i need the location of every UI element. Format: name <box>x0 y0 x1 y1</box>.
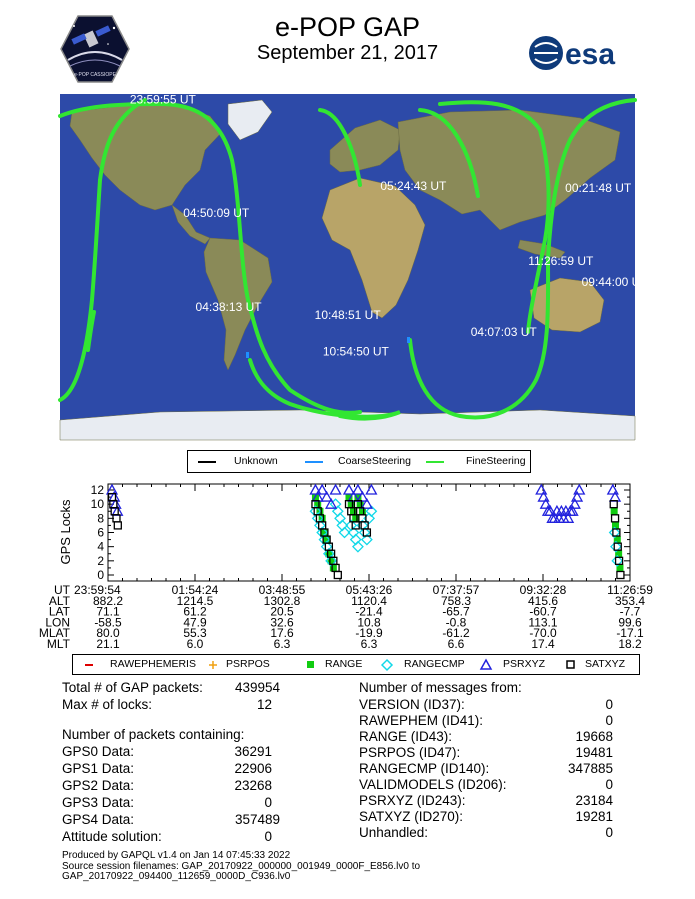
x-tick-label: 758.3 <box>440 593 472 608</box>
track-legend <box>187 450 531 473</box>
rangecmp-marker-icon <box>382 660 392 670</box>
messages-heading: Number of messages from: <box>359 680 522 695</box>
legend-label-rawephemeris: RAWEPHEMERIS <box>110 658 196 670</box>
x-tick-label: 80.0 <box>96 626 120 641</box>
x-tick-label: 09:32:28 <box>519 583 567 597</box>
rawephem-value: 0 <box>605 713 613 728</box>
x-tick-label: 71.1 <box>96 604 120 619</box>
unhandled-label: Unhandled: <box>359 825 429 840</box>
unhandled-value: 0 <box>605 825 613 840</box>
coarse-segment <box>246 352 249 358</box>
x-tick-label: 20.5 <box>270 604 294 619</box>
range-label: RANGE (ID43): <box>359 729 453 744</box>
x-tick-label: 99.6 <box>618 615 642 630</box>
legend-line-coarse <box>305 461 323 463</box>
track-label: 04:38:13 UT <box>195 300 262 315</box>
track-label: 04:50:09 UT <box>183 206 250 221</box>
x-row-label: UT <box>54 583 70 597</box>
x-row-label: MLT <box>46 637 70 651</box>
rangecmp-value: 347885 <box>567 761 613 776</box>
x-tick-label: 18.2 <box>618 637 642 651</box>
x-tick-label: 6.6 <box>447 637 465 651</box>
range-value: 19668 <box>575 729 613 744</box>
gps3-value: 0 <box>264 795 272 810</box>
footer-source-2: GAP_20170922_094400_112659_0000D_C936.lv0 <box>62 871 291 882</box>
rawephem-label: RAWEPHEM (ID41): <box>359 713 484 728</box>
y-tick-label: 12 <box>90 483 104 497</box>
x-tick-label: 1214.5 <box>176 593 214 608</box>
range-point <box>611 508 618 515</box>
x-tick-label: 11:26:59 <box>607 583 653 597</box>
x-tick-label: 882.2 <box>92 593 124 608</box>
y-tick-label: 4 <box>97 539 104 554</box>
psrpos-value: 19481 <box>575 745 613 760</box>
legend-line-fine <box>426 461 444 463</box>
x-tick-label: -61.2 <box>442 626 470 641</box>
gps0-label: GPS0 Data: <box>62 744 135 759</box>
x-tick-label: 1302.8 <box>263 593 301 608</box>
y-tick-label: 2 <box>97 553 104 568</box>
footer-source-1: Source session filenames: GAP_20170922_000000_001949_0000F_E856.lv0 to <box>62 861 421 872</box>
gps4-label: GPS4 Data: <box>62 812 135 827</box>
attitude-label: Attitude solution: <box>62 829 162 844</box>
y-tick-label: 6 <box>97 525 104 540</box>
x-tick-label: 55.3 <box>183 626 207 641</box>
legend-label-unknown: Unknown <box>234 455 278 467</box>
x-tick-label: 6.3 <box>273 637 291 651</box>
esa-logo-text: esa <box>565 38 616 71</box>
x-row-label: ALT <box>48 593 70 608</box>
x-row-label: LON <box>45 615 70 630</box>
track-label: 05:24:43 UT <box>380 179 447 194</box>
rangecmp-label: RANGECMP (ID140): <box>359 761 490 776</box>
legend-label-satxyz: SATXYZ <box>585 658 626 670</box>
total-packets-value: 439954 <box>234 680 280 695</box>
y-tick-label: 10 <box>90 497 104 512</box>
psrpos-marker-icon <box>209 661 217 669</box>
max-locks-label: Max # of locks: <box>62 697 153 712</box>
x-tick-label: -60.7 <box>529 604 557 619</box>
attitude-value: 0 <box>264 829 272 844</box>
satxyz-value: 19281 <box>575 809 613 824</box>
psrxyz-value: 23184 <box>575 793 613 808</box>
y-tick-label: 0 <box>97 568 104 582</box>
x-tick-label: 32.6 <box>270 615 294 630</box>
gps1-label: GPS1 Data: <box>62 761 135 776</box>
x-tick-label: 03:48:55 <box>258 583 306 597</box>
gps3-label: GPS3 Data: <box>62 795 135 810</box>
legend-label-rangecmp: RANGECMP <box>404 658 465 670</box>
x-tick-label: 61.2 <box>183 604 207 619</box>
x-tick-label: 113.1 <box>528 615 558 630</box>
x-tick-label: 6.0 <box>186 637 204 651</box>
track-label: 04:07:03 UT <box>470 325 537 340</box>
x-tick-label: 10.8 <box>357 615 381 630</box>
y-axis-label: GPS Locks <box>58 499 73 565</box>
track-label: 23:59:55 UT <box>129 92 196 107</box>
psrpos-label: PSRPOS (ID47): <box>359 745 461 760</box>
page-title: e-POP GAP <box>274 12 421 42</box>
track-label: 10:54:50 UT <box>322 344 389 359</box>
gps0-value: 36291 <box>234 744 272 759</box>
track-label: 00:21:48 UT <box>565 181 632 196</box>
range-point <box>350 508 357 515</box>
gps1-value: 22906 <box>234 761 272 776</box>
version-label: VERSION (ID37): <box>359 697 465 712</box>
x-tick-label: -0.8 <box>445 615 467 630</box>
legend-label-psrpos: PSRPOS <box>226 658 270 670</box>
satxyz-marker-icon <box>567 661 574 668</box>
validmodels-value: 0 <box>605 777 613 792</box>
x-row-label: LAT <box>48 604 70 619</box>
x-row-label: MLAT <box>38 626 70 641</box>
coarse-segment <box>407 337 410 343</box>
validmodels-label: VALIDMODELS (ID206): <box>359 777 507 792</box>
packets-heading: Number of packets containing: <box>62 727 245 742</box>
legend-label-psrxyz: PSRXYZ <box>503 658 546 670</box>
page-date: September 21, 2017 <box>256 42 439 64</box>
x-tick-label: -58.5 <box>94 615 122 630</box>
satxyz-label: SATXYZ (ID270): <box>359 809 464 824</box>
legend-label-range: RANGE <box>325 658 363 670</box>
track-label: 10:48:51 UT <box>314 307 381 322</box>
psrxyz-marker-icon <box>481 660 491 669</box>
x-tick-label: -21.4 <box>355 604 383 619</box>
range-point <box>352 515 359 522</box>
footer-produced: Produced by GAPQL v1.4 on Jan 14 07:45:33 2022 <box>62 850 291 861</box>
x-tick-label: 07:37:57 <box>432 583 480 597</box>
x-tick-label: 6.3 <box>360 637 378 651</box>
x-tick-label: -17.1 <box>616 626 644 641</box>
range-marker-icon <box>307 661 314 668</box>
track-label: 09:44:00 UT <box>581 275 648 290</box>
x-tick-label: 21.1 <box>96 637 120 651</box>
mission-logo-text: e·POP CASSIOPE <box>74 72 116 78</box>
gps-legend <box>72 654 640 675</box>
psrxyz-label: PSRXYZ (ID243): <box>359 793 466 808</box>
x-tick-label: 353.4 <box>614 593 646 608</box>
max-locks-value: 12 <box>256 697 272 712</box>
x-tick-label: 1120.4 <box>351 593 387 608</box>
x-axis-rows <box>39 583 653 651</box>
x-tick-label: 23:59:54 <box>74 583 121 597</box>
gps2-value: 23268 <box>234 778 272 793</box>
x-tick-label: -19.9 <box>355 626 383 641</box>
x-tick-label: 47.9 <box>183 615 207 630</box>
world-map <box>60 93 648 440</box>
legend-line-unknown <box>198 461 216 463</box>
x-tick-label: -70.0 <box>529 626 557 641</box>
legend-label-fine: FineSteering <box>466 455 526 467</box>
x-tick-label: 01:54:24 <box>171 583 219 597</box>
track-label: 11:26:59 UT <box>528 254 594 269</box>
gps4-value: 357489 <box>234 812 280 827</box>
x-tick-label: -65.7 <box>442 604 470 619</box>
gps-locks-chart <box>39 483 653 651</box>
x-tick-label: -7.7 <box>619 604 641 619</box>
x-tick-label: 17.6 <box>270 626 294 641</box>
version-value: 0 <box>605 697 613 712</box>
gps2-label: GPS2 Data: <box>62 778 135 793</box>
y-tick-label: 8 <box>97 511 104 526</box>
x-tick-label: 05:43:26 <box>345 583 393 597</box>
total-packets-label: Total # of GAP packets: <box>62 680 203 695</box>
x-tick-label: 415.6 <box>527 593 559 608</box>
x-tick-label: 17.4 <box>531 637 555 651</box>
legend-label-coarse: CoarseSteering <box>338 455 411 467</box>
